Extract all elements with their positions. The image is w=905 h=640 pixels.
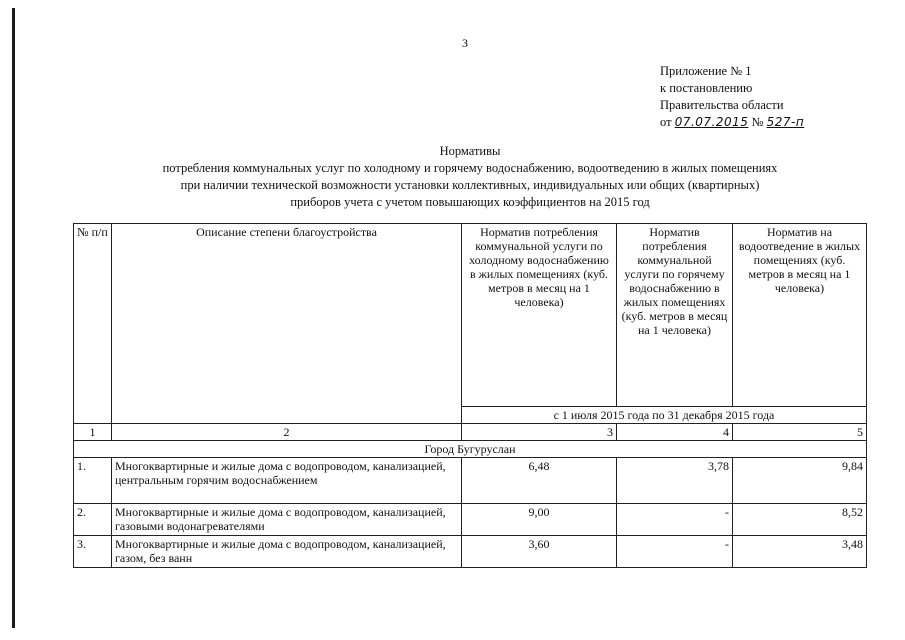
row-desc: Многоквартирные и жилые дома с водопроводом, канализацией, центральным горячим водоснабжением <box>112 458 462 504</box>
column-number: 1 <box>74 424 112 441</box>
title-line-1: Нормативы <box>439 144 501 158</box>
column-number: 2 <box>112 424 462 441</box>
row-drain-value: 3,48 <box>733 536 867 568</box>
row-hot-value: - <box>617 504 733 536</box>
table-row <box>74 536 867 568</box>
title-line-3: при наличии технической возможности установки коллективных, индивидуальных или общих (квартирных) <box>180 178 760 192</box>
row-num: 3. <box>74 536 112 568</box>
row-cold-value: 6,48 <box>462 458 617 504</box>
row-desc: Многоквартирные и жилые дома с водопроводом, канализацией, газовыми водонагревателями <box>112 504 462 536</box>
row-num: 2. <box>74 504 112 536</box>
row-drain-value: 8,52 <box>733 504 867 536</box>
number-sign: № <box>751 115 764 129</box>
section-title: Город Бугуруслан <box>74 441 867 458</box>
header-num: № п/п <box>74 224 112 424</box>
handwritten-date: 07.07.2015 <box>674 115 749 129</box>
row-num: 1. <box>74 458 112 504</box>
row-cold-value: 9,00 <box>462 504 617 536</box>
title-line-2: потребления коммунальных услуг по холодному и горячему водоснабжению, водоотведению в жилых помещениях <box>162 161 778 175</box>
from-label: от <box>660 115 672 129</box>
handwritten-number: 527-п <box>766 115 805 129</box>
row-hot-value: 3,78 <box>617 458 733 504</box>
column-number: 4 <box>617 424 733 441</box>
document-title <box>60 143 880 211</box>
row-hot-value: - <box>617 536 733 568</box>
appendix-block <box>660 63 804 131</box>
row-desc: Многоквартирные и жилые дома с водопроводом, канализацией, газом, без ванн <box>112 536 462 568</box>
column-number: 3 <box>462 424 617 441</box>
appendix-line-3: Правительства области <box>660 98 784 112</box>
table-row <box>74 458 867 504</box>
row-cold-value: 3,60 <box>462 536 617 568</box>
appendix-date-line <box>660 114 804 131</box>
header-cold-water: Норматив потребления коммунальной услуги по холодному водоснабжению в жилых помещениях (куб. метров в месяц на 1 человека) <box>462 224 617 407</box>
appendix-line-2: к постановлению <box>660 81 753 95</box>
header-desc: Описание степени благоустройства <box>112 224 462 424</box>
row-drain-value: 9,84 <box>733 458 867 504</box>
header-drainage: Норматив на водоотведение в жилых помещениях (куб. метров в месяц на 1 человека) <box>733 224 867 407</box>
norms-table <box>73 223 867 568</box>
scan-edge-line <box>12 8 15 628</box>
page-number: 3 <box>462 36 468 50</box>
header-hot-water: Норматив потребления коммунальной услуги по горячему водоснабжению в жилых помещениях (куб. метров в месяц на 1 человека) <box>617 224 733 407</box>
header-row <box>74 224 867 407</box>
table-row <box>74 504 867 536</box>
column-number-row <box>74 424 867 441</box>
period-cell: с 1 июля 2015 года по 31 декабря 2015 года <box>462 407 867 424</box>
column-number: 5 <box>733 424 867 441</box>
title-line-4: приборов учета с учетом повышающих коэффициентов на 2015 год <box>290 195 650 209</box>
appendix-line-1: Приложение № 1 <box>660 64 752 78</box>
section-row <box>74 441 867 458</box>
